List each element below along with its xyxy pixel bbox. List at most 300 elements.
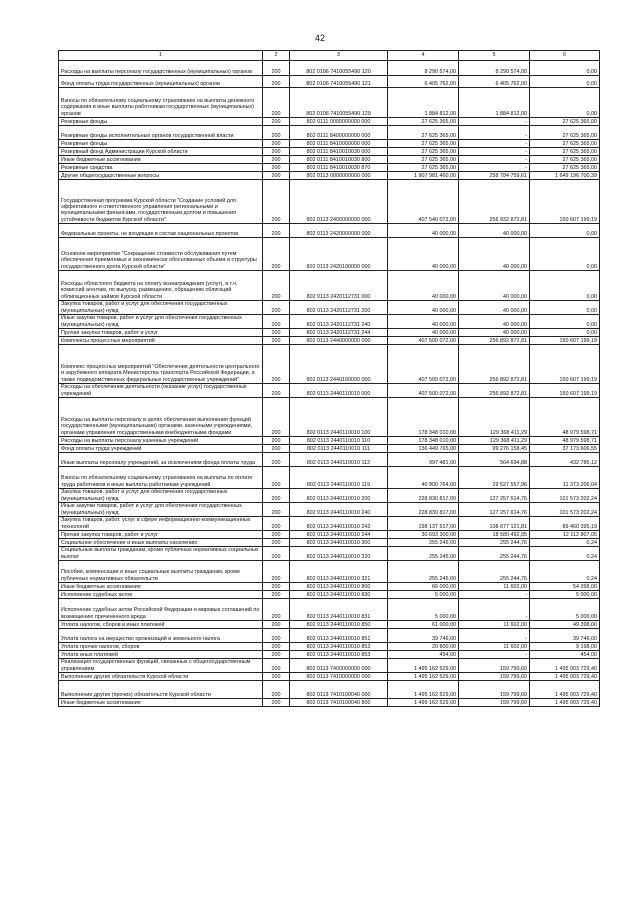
row-budget-code-cell: 802 0113 2440110010 100: [290, 398, 388, 437]
row-approved-cell: 228 830 817,00: [388, 503, 459, 517]
row-budget-code-cell: 802 0106 7410055490 121: [290, 76, 388, 88]
row-name-cell: Прочая закупка товаров, работ и услуг: [59, 531, 263, 539]
row-budget-code-cell: 802 0113 7400000000 000: [290, 659, 388, 673]
row-line-code-cell: 200: [263, 547, 290, 561]
row-name-cell: Исполнение судебных актов: [59, 591, 263, 599]
table-row: [59, 301, 600, 315]
row-approved-cell: 228 830 817,00: [388, 489, 459, 503]
row-executed-cell: -: [459, 651, 530, 659]
row-line-code-cell: 200: [263, 271, 290, 301]
row-line-code-cell: 200: [263, 445, 290, 453]
row-executed-cell: 8 290 574,00: [459, 61, 530, 76]
row-name-cell: Иные бюджетные ассигнования: [59, 583, 263, 591]
row-approved-cell: 27 625 365,00: [388, 164, 459, 172]
row-executed-cell: -: [459, 126, 530, 140]
row-approved-cell: 27 625 365,00: [388, 148, 459, 156]
row-name-cell: Исполнение судебных актов Российской Федерации и мировых соглашений по возмещению причиненного вреда: [59, 599, 263, 621]
row-approved-cell: 5 000,00: [388, 591, 459, 599]
row-executed-cell: 255 244,76: [459, 539, 530, 547]
table-row: [59, 673, 600, 681]
row-line-code-cell: 200: [263, 673, 290, 681]
row-name-cell: Прочая закупка товаров, работ и услуг: [59, 329, 263, 337]
table-row: [59, 583, 600, 591]
row-remaining-cell: 454,00: [530, 651, 600, 659]
row-approved-cell: 27 625 365,00: [388, 140, 459, 148]
row-line-code-cell: 200: [263, 61, 290, 76]
row-executed-cell: 29 527 557,96: [459, 467, 530, 489]
row-budget-code-cell: 802 0111 8410010030 870: [290, 164, 388, 172]
row-approved-cell: 6 405 762,00: [388, 76, 459, 88]
row-name-cell: Основное мероприятие "Сокращение стоимости обслуживания путем обеспечения приемлемых и экономически обоснованных объема и структуры государственного долга Курской области": [59, 238, 263, 271]
table-row: [59, 547, 600, 561]
row-name-cell: Резервные фонды: [59, 140, 263, 148]
row-executed-cell: 127 257 614,76: [459, 503, 530, 517]
table-row: [59, 531, 600, 539]
table-row: [59, 315, 600, 329]
row-approved-cell: 61 000,00: [388, 621, 459, 629]
row-name-cell: Взносы по обязательному социальному страхованию на выплаты по оплате труда работников и иные выплаты работникам учреждений: [59, 467, 263, 489]
row-line-code-cell: 200: [263, 651, 290, 659]
row-remaining-cell: 5 000,00: [530, 591, 600, 599]
table-row: [59, 88, 600, 118]
row-approved-cell: 8 290 574,00: [388, 61, 459, 76]
row-budget-code-cell: 802 0113 2440110010 110: [290, 437, 388, 445]
row-approved-cell: 20 800,00: [388, 643, 459, 651]
row-name-cell: Уплата прочих налогов, сборов: [59, 643, 263, 651]
row-budget-code-cell: 802 0113 2440110010 853: [290, 651, 388, 659]
row-executed-cell: 18 580 492,95: [459, 531, 530, 539]
row-line-code-cell: 200: [263, 467, 290, 489]
row-name-cell: Взносы по обязательному социальному страхованию на выплаты денежного содержания и иные выплаты работникам государственных (муниципальных) органов: [59, 88, 263, 118]
row-budget-code-cell: 802 0113 2440110010 119: [290, 467, 388, 489]
row-line-code-cell: 200: [263, 398, 290, 437]
row-approved-cell: 39 746,00: [388, 629, 459, 643]
row-name-cell: Федеральные проекты, не входящие в состав национальных проектов: [59, 224, 263, 238]
row-executed-cell: 256 892 872,81: [459, 345, 530, 384]
table-row: [59, 384, 600, 398]
column-header: 4: [388, 51, 459, 61]
row-executed-cell: 1 884 812,00: [459, 88, 530, 118]
row-approved-cell: 407 500 072,00: [388, 337, 459, 345]
row-executed-cell: 11 602,00: [459, 583, 530, 591]
table-row: [59, 681, 600, 699]
row-name-cell: Другие общегосударственные вопросы: [59, 172, 263, 180]
row-remaining-cell: 11 373 206,04: [530, 467, 600, 489]
row-remaining-cell: 27 625 365,00: [530, 164, 600, 172]
row-name-cell: Комплекс процессных мероприятий "Обеспечение деятельности центрального и зарубежного аппарата Министерства транспорта Российской Федерации, а также подведомственных федеральных государственных учреждений": [59, 345, 263, 384]
row-approved-cell: 27 625 365,00: [388, 156, 459, 164]
row-name-cell: Пособия, компенсации и иные социальные выплаты гражданам, кроме публичных нормативных обязательств: [59, 561, 263, 583]
row-remaining-cell: 101 573 202,24: [530, 503, 600, 517]
row-line-code-cell: 200: [263, 118, 290, 126]
column-header: 5: [459, 51, 530, 61]
row-remaining-cell: 0,00: [530, 76, 600, 88]
row-executed-cell: 256 892 872,81: [459, 384, 530, 398]
row-budget-code-cell: 802 0113 2440110010 320: [290, 547, 388, 561]
row-executed-cell: 159 799,60: [459, 659, 530, 673]
column-header: 2: [263, 51, 290, 61]
row-budget-code-cell: 802 0113 2440110010 300: [290, 539, 388, 547]
row-name-cell: Закупка товаров, работ, услуг в сфере информационно-коммуникационных технологий: [59, 517, 263, 531]
row-executed-cell: 159 799,60: [459, 681, 530, 699]
row-remaining-cell: 9 198,00: [530, 643, 600, 651]
row-remaining-cell: 37 173 606,55: [530, 445, 600, 453]
table-row: [59, 561, 600, 583]
row-line-code-cell: 200: [263, 583, 290, 591]
row-line-code-cell: 200: [263, 172, 290, 180]
row-remaining-cell: 39 746,00: [530, 629, 600, 643]
row-approved-cell: 40 000,00: [388, 329, 459, 337]
row-executed-cell: 159 799,60: [459, 699, 530, 707]
row-approved-cell: 255 245,00: [388, 561, 459, 583]
row-line-code-cell: 200: [263, 489, 290, 503]
row-executed-cell: 40 000,00: [459, 315, 530, 329]
row-remaining-cell: 1 495 003 729,40: [530, 673, 600, 681]
table-row: [59, 699, 600, 707]
row-remaining-cell: 0,00: [530, 315, 600, 329]
row-executed-cell: 256 892 872,81: [459, 337, 530, 345]
table-row: [59, 180, 600, 224]
row-line-code-cell: 200: [263, 503, 290, 517]
row-name-cell: Реализация государственных функций, связанных с общегосударственным управлением: [59, 659, 263, 673]
table-row: [59, 659, 600, 673]
row-line-code-cell: 200: [263, 699, 290, 707]
table-row: [59, 591, 600, 599]
table-row: [59, 445, 600, 453]
row-line-code-cell: 200: [263, 384, 290, 398]
row-line-code-cell: 200: [263, 315, 290, 329]
budget-table: [58, 50, 600, 707]
row-budget-code-cell: 802 0106 7410055490 120: [290, 61, 388, 76]
row-name-cell: Иные бюджетные ассигнования: [59, 156, 263, 164]
row-budget-code-cell: 802 0113 2440100000 000: [290, 345, 388, 384]
table-row: [59, 489, 600, 503]
row-remaining-cell: 0,00: [530, 224, 600, 238]
row-line-code-cell: 200: [263, 337, 290, 345]
row-name-cell: Выполнение других (прочих) обязательств Курской области: [59, 681, 263, 699]
row-line-code-cell: 200: [263, 629, 290, 643]
row-approved-cell: 407 500 072,00: [388, 384, 459, 398]
row-remaining-cell: 150 607 199,19: [530, 345, 600, 384]
row-executed-cell: -: [459, 140, 530, 148]
row-executed-cell: -: [459, 599, 530, 621]
table-row: [59, 337, 600, 345]
table-row: [59, 467, 600, 489]
row-approved-cell: 30 693 300,00: [388, 531, 459, 539]
row-budget-code-cell: 802 0113 0000000000 000: [290, 172, 388, 180]
table-row: [59, 329, 600, 337]
row-name-cell: Фонд оплаты труда государственных (муниципальных) органов: [59, 76, 263, 88]
row-line-code-cell: 200: [263, 164, 290, 172]
row-executed-cell: 129 368 411,29: [459, 398, 530, 437]
row-approved-cell: 27 625 365,00: [388, 118, 459, 126]
table-row: [59, 148, 600, 156]
row-budget-code-cell: 802 0113 2440110010 800: [290, 583, 388, 591]
row-line-code-cell: 200: [263, 140, 290, 148]
row-line-code-cell: 200: [263, 591, 290, 599]
row-line-code-cell: 200: [263, 301, 290, 315]
row-remaining-cell: 1 495 003 729,40: [530, 681, 600, 699]
row-budget-code-cell: 802 0111 8410000000 000: [290, 140, 388, 148]
row-approved-cell: 178 348 010,00: [388, 398, 459, 437]
row-name-cell: Резервный фонд Администрации Курской области: [59, 148, 263, 156]
row-line-code-cell: 200: [263, 539, 290, 547]
row-budget-code-cell: 802 0113 7410100040 000: [290, 681, 388, 699]
table-row: [59, 224, 600, 238]
row-executed-cell: 127 257 614,76: [459, 489, 530, 503]
row-approved-cell: 1 907 981 460,00: [388, 172, 459, 180]
row-name-cell: Закупка товаров, работ и услуг для обеспечения государственных (муниципальных) нужд: [59, 489, 263, 503]
row-name-cell: Государственная программа Курской области "Создание условий для эффективного и ответственного управления региональными и муниципальными финансами, государственным долгом и повышения устойчивости бюджетов Курской области": [59, 180, 263, 224]
row-approved-cell: 255 245,00: [388, 539, 459, 547]
row-remaining-cell: 27 625 365,00: [530, 118, 600, 126]
row-remaining-cell: 0,00: [530, 301, 600, 315]
row-name-cell: Иные бюджетные ассигнования: [59, 699, 263, 707]
row-executed-cell: -: [459, 164, 530, 172]
row-remaining-cell: 5 000,00: [530, 599, 600, 621]
row-executed-cell: 564 694,88: [459, 453, 530, 467]
row-budget-code-cell: 802 0113 2420000000 000: [290, 224, 388, 238]
row-approved-cell: 27 625 365,00: [388, 126, 459, 140]
row-approved-cell: 66 000,00: [388, 583, 459, 591]
page-number: 42: [314, 33, 325, 43]
row-budget-code-cell: 802 0113 2420112731 000: [290, 271, 388, 301]
column-header: 1: [59, 51, 263, 61]
row-remaining-cell: 0,00: [530, 238, 600, 271]
row-approved-cell: 40 000,00: [388, 301, 459, 315]
row-budget-code-cell: 802 0106 7410055490 129: [290, 88, 388, 118]
row-executed-cell: 11 602,00: [459, 621, 530, 629]
table-row: [59, 172, 600, 180]
row-name-cell: Резервные фонды: [59, 118, 263, 126]
row-remaining-cell: 150 607 199,19: [530, 337, 600, 345]
row-name-cell: Расходы областного бюджета на оплату вознаграждения (услуг), в т.ч. комиссий агентам, по выпуску, размещению, обращению облигаций облигационных займов Курской области: [59, 271, 263, 301]
row-approved-cell: 255 245,00: [388, 547, 459, 561]
row-approved-cell: 454,00: [388, 651, 459, 659]
row-executed-cell: 40 000,00: [459, 301, 530, 315]
row-line-code-cell: 200: [263, 76, 290, 88]
row-budget-code-cell: 802 0111 8400000000 000: [290, 126, 388, 140]
row-remaining-cell: 150 607 199,19: [530, 180, 600, 224]
table-row: [59, 126, 600, 140]
row-line-code-cell: 200: [263, 88, 290, 118]
row-approved-cell: 5 000,00: [388, 599, 459, 621]
column-header: 3: [290, 51, 388, 61]
row-line-code-cell: 200: [263, 224, 290, 238]
row-executed-cell: 256 932 872,81: [459, 180, 530, 224]
row-budget-code-cell: 802 0113 2440110010 852: [290, 643, 388, 651]
row-executed-cell: -: [459, 148, 530, 156]
row-name-cell: Уплата иных платежей: [59, 651, 263, 659]
row-remaining-cell: 48 979 598,71: [530, 398, 600, 437]
row-budget-code-cell: 802 0113 2440110010 831: [290, 599, 388, 621]
row-approved-cell: 1 495 162 529,00: [388, 659, 459, 673]
table-row: [59, 503, 600, 517]
row-approved-cell: 1 495 162 529,00: [388, 673, 459, 681]
row-approved-cell: 198 137 517,00: [388, 517, 459, 531]
row-budget-code-cell: 802 0113 2420112731 240: [290, 315, 388, 329]
row-line-code-cell: 200: [263, 621, 290, 629]
row-approved-cell: 40 000,00: [388, 238, 459, 271]
table-row: [59, 651, 600, 659]
row-executed-cell: 255 244,76: [459, 561, 530, 583]
row-name-cell: Расходы на выплаты персоналу в целях обеспечения выполнения функций государственными (муниципальными) органами, казенными учреждениями, органами управления государственными внебюджетными фондами: [59, 398, 263, 437]
row-budget-code-cell: 802 0113 7410100040 800: [290, 699, 388, 707]
row-executed-cell: 159 799,60: [459, 673, 530, 681]
row-executed-cell: 108 677 121,81: [459, 517, 530, 531]
row-name-cell: Иные закупки товаров, работ и услуг для обеспечения государственных (муниципальных) нужд: [59, 315, 263, 329]
row-budget-code-cell: 802 0113 2440110010 244: [290, 531, 388, 539]
row-name-cell: Социальные выплаты гражданам, кроме публичных нормативных социальных выплат: [59, 547, 263, 561]
row-name-cell: Иные закупки товаров, работ и услуг для обеспечения государственных (муниципальных) нужд: [59, 503, 263, 517]
row-remaining-cell: 54 398,00: [530, 583, 600, 591]
row-line-code-cell: 200: [263, 681, 290, 699]
row-line-code-cell: 200: [263, 437, 290, 445]
row-remaining-cell: 27 625 365,00: [530, 148, 600, 156]
row-remaining-cell: 48 979 598,71: [530, 437, 600, 445]
row-name-cell: Расходы на выплаты персоналу государственных (муниципальных) органов: [59, 61, 263, 76]
row-executed-cell: 129 368 411,29: [459, 437, 530, 445]
table-row: [59, 61, 600, 76]
row-line-code-cell: 200: [263, 180, 290, 224]
table-row: [59, 345, 600, 384]
row-line-code-cell: 200: [263, 561, 290, 583]
row-budget-code-cell: 802 0113 2420100000 000: [290, 238, 388, 271]
row-line-code-cell: 200: [263, 126, 290, 140]
table-row: [59, 453, 600, 467]
row-remaining-cell: 12 112 807,05: [530, 531, 600, 539]
row-approved-cell: 40 000,00: [388, 271, 459, 301]
row-approved-cell: 1 884 812,00: [388, 88, 459, 118]
row-name-cell: Закупка товаров, работ и услуг для обеспечения государственных (муниципальных) нужд: [59, 301, 263, 315]
row-remaining-cell: 101 573 202,24: [530, 489, 600, 503]
row-executed-cell: -: [459, 629, 530, 643]
row-remaining-cell: 1 495 003 729,40: [530, 659, 600, 673]
row-name-cell: Уплата налогов, сборов и иных платежей: [59, 621, 263, 629]
row-name-cell: Фонд оплаты труда учреждений: [59, 445, 263, 453]
table-row: [59, 629, 600, 643]
row-budget-code-cell: 802 0113 2440110010 112: [290, 453, 388, 467]
row-executed-cell: -: [459, 591, 530, 599]
row-line-code-cell: 200: [263, 345, 290, 384]
row-executed-cell: -: [459, 156, 530, 164]
table-row: [59, 164, 600, 172]
row-remaining-cell: 0,00: [530, 329, 600, 337]
row-executed-cell: 40 000,00: [459, 224, 530, 238]
table-row: [59, 621, 600, 629]
row-remaining-cell: 150 607 199,19: [530, 384, 600, 398]
row-remaining-cell: 49 398,00: [530, 621, 600, 629]
row-approved-cell: 1 495 162 529,00: [388, 681, 459, 699]
row-remaining-cell: 27 625 365,00: [530, 156, 600, 164]
row-budget-code-cell: 802 0113 2420112731 244: [290, 329, 388, 337]
table-row: [59, 118, 600, 126]
row-approved-cell: 178 348 010,00: [388, 437, 459, 445]
row-budget-code-cell: 802 0113 2440110010 000: [290, 384, 388, 398]
row-budget-code-cell: 802 0111 8410010030 800: [290, 156, 388, 164]
row-line-code-cell: 200: [263, 156, 290, 164]
row-line-code-cell: 200: [263, 643, 290, 651]
row-executed-cell: 99 276 158,45: [459, 445, 530, 453]
table-row: [59, 238, 600, 271]
row-approved-cell: 407 500 072,00: [388, 345, 459, 384]
row-remaining-cell: 1 495 003 729,40: [530, 699, 600, 707]
row-line-code-cell: 200: [263, 329, 290, 337]
table-row: [59, 599, 600, 621]
row-executed-cell: 6 405 762,00: [459, 76, 530, 88]
row-name-cell: Резервные фонды исполнительных органов государственной власти: [59, 126, 263, 140]
row-remaining-cell: 27 625 365,00: [530, 140, 600, 148]
table-row: [59, 539, 600, 547]
row-remaining-cell: 0,00: [530, 271, 600, 301]
row-budget-code-cell: 802 0113 2440110010 850: [290, 621, 388, 629]
row-line-code-cell: 200: [263, 148, 290, 156]
row-line-code-cell: 200: [263, 599, 290, 621]
row-budget-code-cell: 802 0111 8410010030 000: [290, 148, 388, 156]
row-executed-cell: -: [459, 118, 530, 126]
row-budget-code-cell: 802 0113 7410000000 000: [290, 673, 388, 681]
row-approved-cell: 40 000,00: [388, 224, 459, 238]
column-number-row: [59, 51, 600, 61]
row-name-cell: Расходы на выплаты персоналу казенных учреждений: [59, 437, 263, 445]
row-executed-cell: 40 000,00: [459, 329, 530, 337]
row-budget-code-cell: 802 0113 2440110010 242: [290, 517, 388, 531]
row-line-code-cell: 200: [263, 453, 290, 467]
table-row: [59, 76, 600, 88]
table-body: [59, 61, 600, 707]
row-approved-cell: 40 900 764,00: [388, 467, 459, 489]
row-remaining-cell: 0,24: [530, 539, 600, 547]
row-executed-cell: 40 000,00: [459, 238, 530, 271]
row-budget-code-cell: 802 0113 2440110010 200: [290, 489, 388, 503]
row-name-cell: Резервные средства: [59, 164, 263, 172]
row-budget-code-cell: 802 0113 2440110010 240: [290, 503, 388, 517]
row-executed-cell: 255 244,76: [459, 547, 530, 561]
row-name-cell: Расходы на обеспечение деятельности (оказание услуг) государственных учреждений: [59, 384, 263, 398]
row-line-code-cell: 200: [263, 659, 290, 673]
table-row: [59, 271, 600, 301]
row-line-code-cell: 200: [263, 238, 290, 271]
row-budget-code-cell: 802 0113 2440110010 830: [290, 591, 388, 599]
row-name-cell: Уплата налога на имущество организаций и земельного налога: [59, 629, 263, 643]
row-approved-cell: 407 540 072,00: [388, 180, 459, 224]
row-executed-cell: 258 784 759,61: [459, 172, 530, 180]
row-approved-cell: 40 000,00: [388, 315, 459, 329]
table-row: [59, 398, 600, 437]
row-remaining-cell: 432 786,12: [530, 453, 600, 467]
table-row: [59, 437, 600, 445]
row-executed-cell: 40 000,00: [459, 271, 530, 301]
row-name-cell: Социальное обеспечение и иные выплаты населению: [59, 539, 263, 547]
row-approved-cell: 1 499 162 529,00: [388, 699, 459, 707]
row-budget-code-cell: 802 0113 2440000000 000: [290, 337, 388, 345]
row-remaining-cell: 0,00: [530, 88, 600, 118]
column-header: 6: [530, 51, 600, 61]
row-remaining-cell: 0,24: [530, 547, 600, 561]
row-remaining-cell: 0,00: [530, 61, 600, 76]
row-budget-code-cell: 802 0111 0000000000 000: [290, 118, 388, 126]
row-name-cell: Иные выплаты персоналу учреждений, за исключением фонда оплаты труда: [59, 453, 263, 467]
table-row: [59, 517, 600, 531]
row-remaining-cell: 27 625 365,00: [530, 126, 600, 140]
row-budget-code-cell: 802 0113 2400000000 000: [290, 180, 388, 224]
row-budget-code-cell: 802 0113 2440110010 851: [290, 629, 388, 643]
row-name-cell: Выполнение других обязательств Курской области: [59, 673, 263, 681]
row-line-code-cell: 200: [263, 531, 290, 539]
row-name-cell: Комплексы процессных мероприятий: [59, 337, 263, 345]
row-budget-code-cell: 802 0113 2440110010 321: [290, 561, 388, 583]
row-remaining-cell: 89 460 395,19: [530, 517, 600, 531]
